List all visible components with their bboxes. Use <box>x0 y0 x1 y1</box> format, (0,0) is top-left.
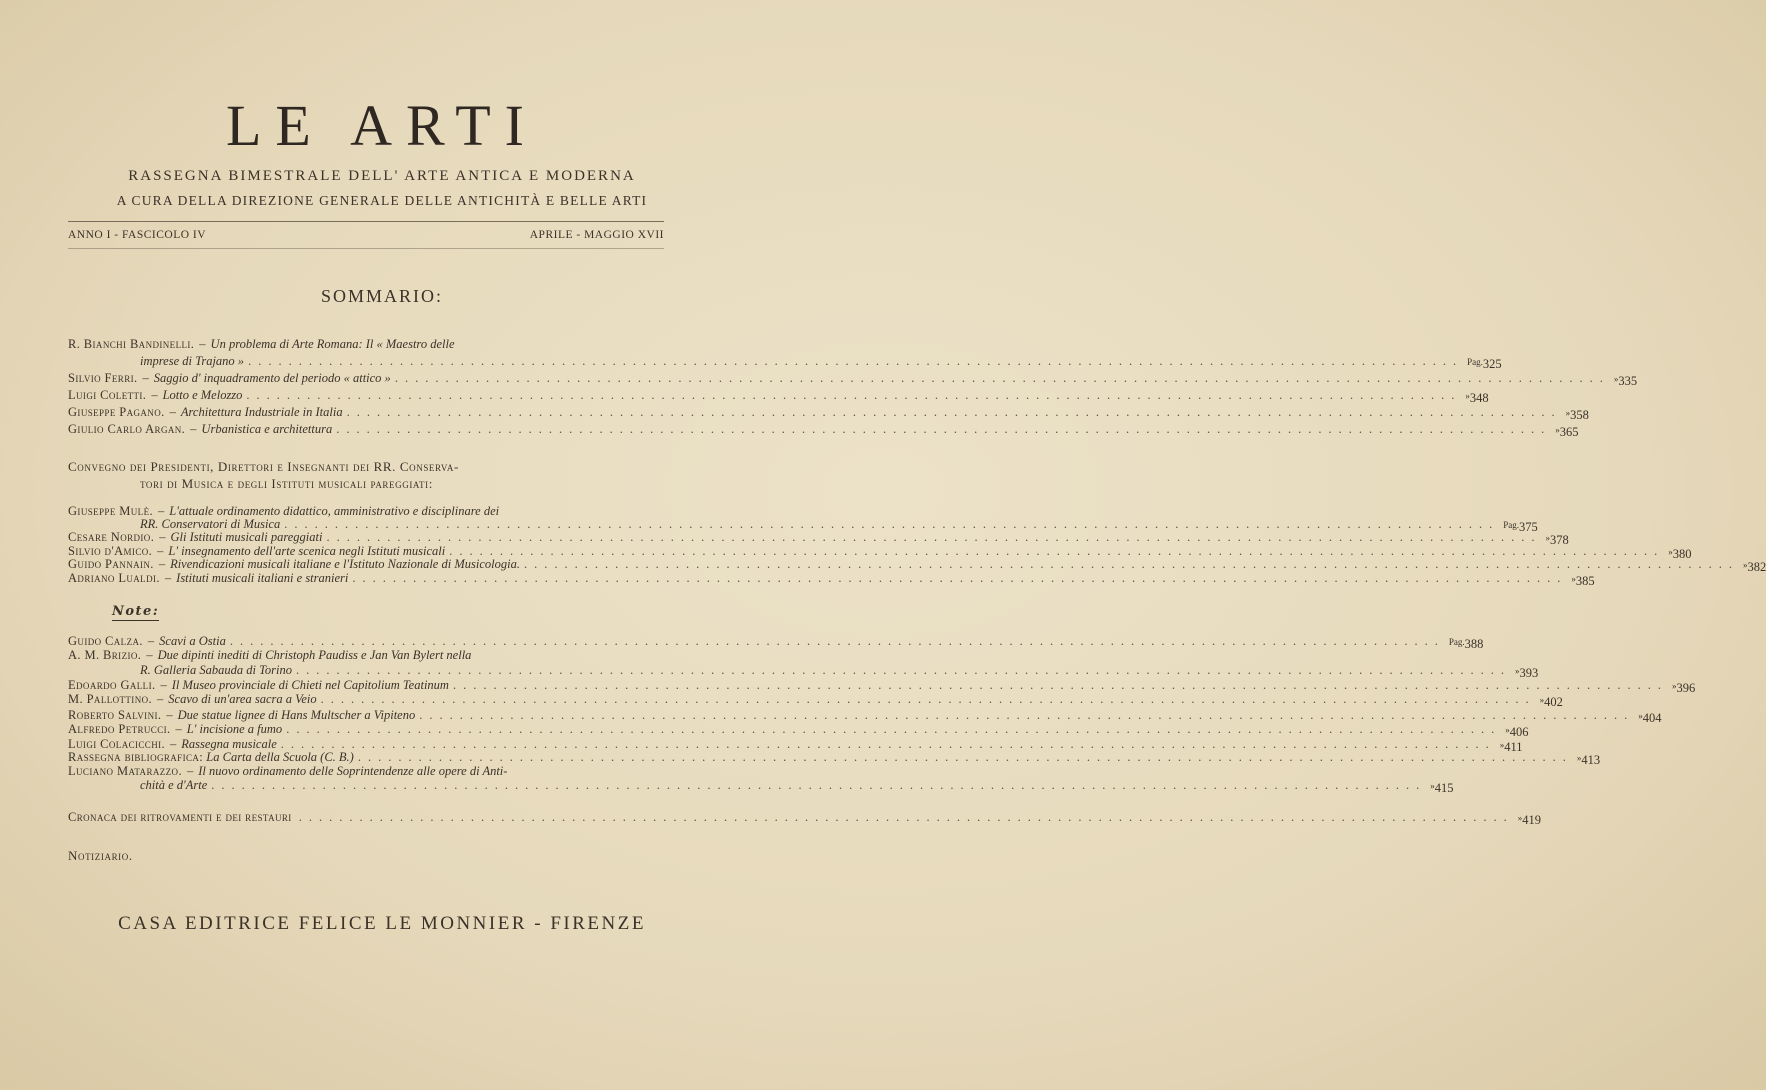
page-number: 380 <box>1672 547 1692 561</box>
page-label: » <box>1571 574 1576 584</box>
dash-separator: – <box>147 634 155 648</box>
page-label: » <box>1742 560 1748 570</box>
toc-entry-line <box>68 571 1595 588</box>
entry-author: Cronaca dei ritrovamenti e dei restauri <box>68 810 292 824</box>
page-label: » <box>1638 711 1643 721</box>
dash-separator: – <box>169 405 176 419</box>
entry-title: Gli Istituti musicali pareggiati <box>170 530 323 544</box>
entry-title: Urbanistica e architettura <box>201 422 333 436</box>
page-label: » <box>1499 740 1505 750</box>
entry-author: Cesare Nordio. <box>68 530 155 544</box>
dash-separator: – <box>158 557 166 571</box>
dash-separator: – <box>199 337 206 351</box>
page-label: Pag. <box>1448 637 1465 647</box>
dash-separator: – <box>159 530 166 544</box>
page-number: 402 <box>1544 695 1563 709</box>
dash-separator: – <box>166 708 173 722</box>
entry-title: chità e d'Arte <box>140 778 208 792</box>
dot-leader: ........................................................................................................................ <box>229 634 1445 648</box>
toc-entry-line <box>68 422 1579 439</box>
entry-author: Luigi Colacicchi. <box>68 737 166 751</box>
entry-page <box>1449 637 1484 652</box>
entry-title: RR. Conservatori di Musica <box>140 517 281 531</box>
toc-entry-line <box>68 371 1638 388</box>
page-number: 375 <box>1519 520 1538 534</box>
entry-page <box>1638 711 1661 726</box>
entry-page <box>1566 408 1589 423</box>
entry-author: Guido Calza. <box>68 634 143 648</box>
entry-author: Rassegna bibliografica: <box>68 750 204 764</box>
page-label: » <box>1668 547 1673 557</box>
dot-leader: ........................................................................................................................ <box>336 422 1552 436</box>
entry-author: Giuseppe Pagano. <box>68 405 165 419</box>
page-label: » <box>1505 725 1510 735</box>
toc-entry-line <box>68 557 1766 574</box>
publisher: CASA EDITRICE FELICE LE MONNIER - FIRENZE <box>118 913 646 934</box>
page-number: 325 <box>1482 357 1502 371</box>
entry-title: Istituti musicali italiani e stranieri <box>176 571 349 585</box>
entry-title: Il Museo provinciale di Chieti nel Capitolium Teatinum <box>171 678 449 692</box>
page-number: 335 <box>1618 374 1638 388</box>
page-number: 396 <box>1676 681 1696 695</box>
entry-title: Saggio d' inquadramento del periodo « attico » <box>153 371 391 385</box>
entry-author: Silvio d'Amico. <box>68 544 153 558</box>
entry-author: Alfredo Petrucci. <box>68 722 171 736</box>
page-label: » <box>1565 408 1571 418</box>
dot-leader: ........................................................................................................................ <box>295 663 1511 677</box>
entry-page <box>1518 813 1541 828</box>
page-label: » <box>1517 813 1523 823</box>
toc-entry-line <box>68 764 664 779</box>
page-number: 385 <box>1575 574 1595 588</box>
dot-leader: ........................................................................................................................ <box>298 810 1514 824</box>
page-number: 413 <box>1581 753 1601 767</box>
page-number: 358 <box>1570 408 1589 422</box>
page-label: » <box>1465 391 1470 401</box>
page-number: 348 <box>1469 391 1489 405</box>
dot-leader: ........................................................................................................................ <box>320 692 1536 706</box>
dash-separator: – <box>151 388 158 402</box>
entry-page <box>1614 374 1637 389</box>
page-number: 378 <box>1549 533 1569 547</box>
page-label: » <box>1576 753 1582 763</box>
dot-leader: ........................................................................................................................ <box>326 530 1542 544</box>
dot-leader: ........................................................................................................................ <box>394 371 1610 385</box>
page-number: 388 <box>1464 637 1484 651</box>
entry-title: Un problema di Arte Romana: Il « Maestro delle <box>210 337 455 351</box>
entry-author: Silvio Ferri. <box>68 371 138 385</box>
page-number: 415 <box>1434 781 1454 795</box>
entry-title: Architettura Industriale in Italia <box>180 405 343 419</box>
entry-author: Edoardo Galli. <box>68 678 156 692</box>
toc-entry-line <box>68 388 1489 405</box>
entry-author: Giuseppe Mulè. <box>68 504 153 518</box>
dot-leader: ........................................................................................................................ <box>352 571 1568 585</box>
page-label: Pag. <box>1467 357 1483 367</box>
dot-leader: ........................................................................................................................ <box>248 354 1464 368</box>
entry-title: L' insegnamento dell'arte scenica negli Istituti musicali <box>168 544 446 558</box>
page-number: 406 <box>1509 725 1529 739</box>
page-label: » <box>1545 533 1550 543</box>
entry-author: Giulio Carlo Argan. <box>68 422 186 436</box>
dash-separator: – <box>186 764 194 778</box>
dash-separator: – <box>157 544 164 558</box>
toc-entry-line <box>68 750 1601 767</box>
entry-page <box>1430 781 1453 796</box>
entry-title: Scavo di un'area sacra a Veio <box>168 692 317 706</box>
dot-leader: ........................................................................................................................ <box>419 708 1635 722</box>
dot-leader: ........................................................................................................................ <box>523 557 1739 571</box>
entry-author: Adriano Lualdi. <box>68 571 160 585</box>
entry-title: imprese di Trajano » <box>140 354 245 368</box>
entry-title: La Carta della Scuola (C. B.) <box>206 750 354 764</box>
dash-separator: – <box>190 422 197 436</box>
convegno-heading-line1: Convegno dei Presidenti, Direttori e Insegnanti dei RR. Conserva- <box>68 459 459 474</box>
dot-leader: ........................................................................................................................ <box>286 722 1502 736</box>
page-number: 411 <box>1504 740 1523 754</box>
entry-author: M. Pallottino. <box>68 692 153 706</box>
page-number: 393 <box>1519 666 1539 680</box>
page-label: » <box>1671 681 1677 691</box>
entry-author: Roberto Salvini. <box>68 708 162 722</box>
note-heading: Note: <box>112 604 160 619</box>
toc-entry-line <box>68 722 1529 739</box>
dash-separator: – <box>142 371 149 385</box>
entry-page <box>1672 681 1695 696</box>
entry-title: Rassegna musicale <box>181 737 277 751</box>
dash-separator: – <box>164 571 172 585</box>
page-number: 382 <box>1747 560 1766 574</box>
entry-page <box>1505 725 1528 740</box>
entry-title: L'attuale ordinamento didattico, amministrativo e disciplinare dei <box>169 504 500 518</box>
entry-title: R. Galleria Sabauda di Torino <box>140 663 292 677</box>
entry-title: Lotto e Melozzo <box>162 388 243 402</box>
toc-entry-line <box>68 354 1502 371</box>
toc-entry-line <box>68 337 664 352</box>
toc-entry-line <box>68 530 1569 547</box>
dot-leader: ........................................................................................................................ <box>449 544 1665 558</box>
toc-entry-line <box>68 678 1696 695</box>
toc-entry-line <box>68 708 1662 725</box>
journal-title: LE ARTI <box>226 93 538 158</box>
entry-author: Luciano Matarazzo. <box>68 764 182 778</box>
page-label: » <box>1514 666 1520 676</box>
entry-title: Rivendicazioni musicali italiane e l'Istituto Nazionale di Musicologia. <box>170 557 520 571</box>
contents-heading: SOMMARIO: <box>320 286 444 306</box>
toc-entry-line <box>68 692 1563 709</box>
entry-title: Due dipinti inediti di Christoph Paudiss e Jan Van Bylert nella <box>157 648 472 662</box>
notiziario: Notiziario. <box>68 848 133 863</box>
dash-separator: – <box>160 678 167 692</box>
entry-page <box>1465 391 1488 406</box>
entry-page <box>1577 753 1600 768</box>
journal-subtitle: RASSEGNA BIMESTRALE DELL' ARTE ANTICA E MODERNA <box>128 168 636 184</box>
entry-page <box>1555 425 1578 440</box>
journal-editor: A CURA DELLA DIREZIONE GENERALE DELLE ANTICHITÀ E BELLE ARTI <box>116 193 648 208</box>
page-label: » <box>1430 781 1435 791</box>
entry-page <box>1743 560 1766 575</box>
dash-separator: – <box>146 648 153 662</box>
entry-page <box>1571 574 1594 589</box>
toc-entry-line <box>68 778 1454 795</box>
convegno-heading-line2: tori di Musica e degli Istituti musicali pareggiati: <box>140 476 433 491</box>
dash-separator: – <box>158 504 165 518</box>
page-label: » <box>1613 374 1619 384</box>
entry-title: Il nuovo ordinamento delle Soprintendenze alle opere di Anti- <box>198 764 508 778</box>
dot-leader: ........................................................................................................................ <box>284 517 1500 531</box>
divider <box>68 248 664 249</box>
entry-title: Scavi a Ostia <box>159 634 226 648</box>
page-number: 419 <box>1522 813 1542 827</box>
dot-leader: ........................................................................................................................ <box>280 737 1496 751</box>
entry-author: Guido Pannain. <box>68 557 154 571</box>
entry-page <box>1467 357 1502 372</box>
entry-title: Due statue lignee di Hans Multscher a Vipiteno <box>177 708 416 722</box>
divider <box>68 221 664 222</box>
dot-leader: ........................................................................................................................ <box>246 388 1462 402</box>
page-number: 365 <box>1559 425 1579 439</box>
page-number: 404 <box>1642 711 1662 725</box>
dot-leader: ........................................................................................................................ <box>346 405 1562 419</box>
dot-leader: ........................................................................................................................ <box>211 778 1427 792</box>
dash-separator: – <box>175 722 182 736</box>
issue-number: ANNO I - FASCICOLO IV <box>68 229 207 241</box>
toc-entry-line <box>68 810 1542 827</box>
toc-entry-line <box>68 405 1589 422</box>
dash-separator: – <box>170 737 177 751</box>
issue-date: APRILE - MAGGIO XVII <box>529 229 664 241</box>
entry-author: A. M. Brizio. <box>68 648 142 662</box>
dot-leader: ........................................................................................................................ <box>452 678 1668 692</box>
entry-title: L' incisione a fumo <box>186 722 283 736</box>
page-label: » <box>1539 695 1545 705</box>
page-label: » <box>1555 425 1560 435</box>
dot-leader: ........................................................................................................................ <box>357 750 1573 764</box>
entry-author: R. Bianchi Bandinelli. <box>68 337 195 351</box>
entry-author: Luigi Coletti. <box>68 388 147 402</box>
dash-separator: – <box>157 692 164 706</box>
page-label: Pag. <box>1503 520 1520 530</box>
toc-entry-line <box>68 663 1539 680</box>
toc-entry-line <box>68 634 1484 651</box>
toc-entry-line <box>68 648 664 663</box>
